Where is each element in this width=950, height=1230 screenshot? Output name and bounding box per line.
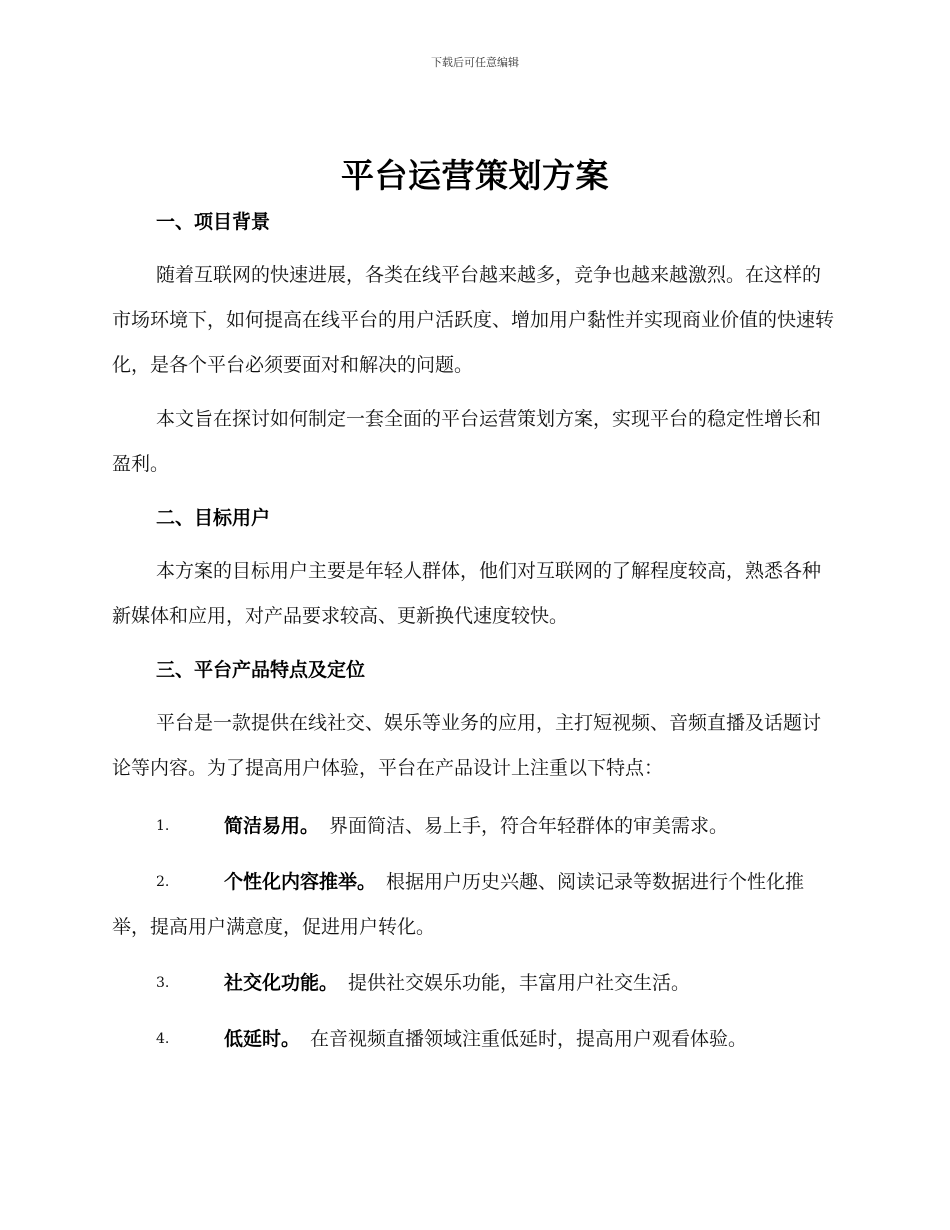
document-title: 平台运营策划方案 <box>341 156 609 195</box>
list-item <box>112 961 838 1006</box>
list-item <box>112 860 838 950</box>
section-heading-product-features: 三、平台产品特点及定位 <box>156 659 366 681</box>
list-item-title: 社交化功能。 <box>224 972 339 994</box>
list-item-text: 根据用户历史兴趣、阅读记录等数据进行个性化推举，提高用户满意度，促进用户转化。 <box>112 871 805 938</box>
section-heading-target-users: 二、目标用户 <box>156 507 271 529</box>
list-item-number: 3. <box>156 975 170 991</box>
section-heading-background: 一、项目背景 <box>156 211 271 233</box>
list-item <box>112 1017 838 1062</box>
list-item-title: 简洁易用。 <box>224 815 320 837</box>
list-item-title: 低延时。 <box>224 1028 301 1050</box>
list-item-text: 在音视频直播领域注重低延时，提高用户观看体验。 <box>310 1028 748 1050</box>
paragraph-product-features: 平台是一款提供在线社交、娱乐等业务的应用，主打短视频、音频直播及话题讨论等内容。为了提高用户体验，平台在产品设计上注重以下特点： <box>112 712 822 779</box>
list-item-number: 2. <box>156 874 170 890</box>
list-item <box>112 804 838 849</box>
list-item-number: 4. <box>156 1031 170 1047</box>
document-body <box>112 200 838 1062</box>
page-header-note: 下载后可任意编辑 <box>431 56 519 69</box>
list-item-title: 个性化内容推举。 <box>224 871 377 893</box>
paragraph-target-users: 本方案的目标用户主要是年轻人群体，他们对互联网的了解程度较高，熟悉各种新媒体和应用，对产品要求较高、更新换代速度较快。 <box>112 560 822 627</box>
list-item-text: 界面简洁、易上手，符合年轻群体的审美需求。 <box>329 815 729 837</box>
list-item-number: 1. <box>156 818 170 834</box>
list-item-text: 提供社交娱乐功能，丰富用户社交生活。 <box>348 972 691 994</box>
paragraph-background-1: 随着互联网的快速进展，各类在线平台越来越多，竞争也越来越激烈。在这样的市场环境下，如何提高在线平台的用户活跃度、增加用户黏性并实现商业价值的快速转化，是各个平台必须要面对和解决的问题。 <box>112 264 835 376</box>
paragraph-background-2: 本文旨在探讨如何制定一套全面的平台运营策划方案，实现平台的稳定性增长和盈利。 <box>112 408 822 475</box>
